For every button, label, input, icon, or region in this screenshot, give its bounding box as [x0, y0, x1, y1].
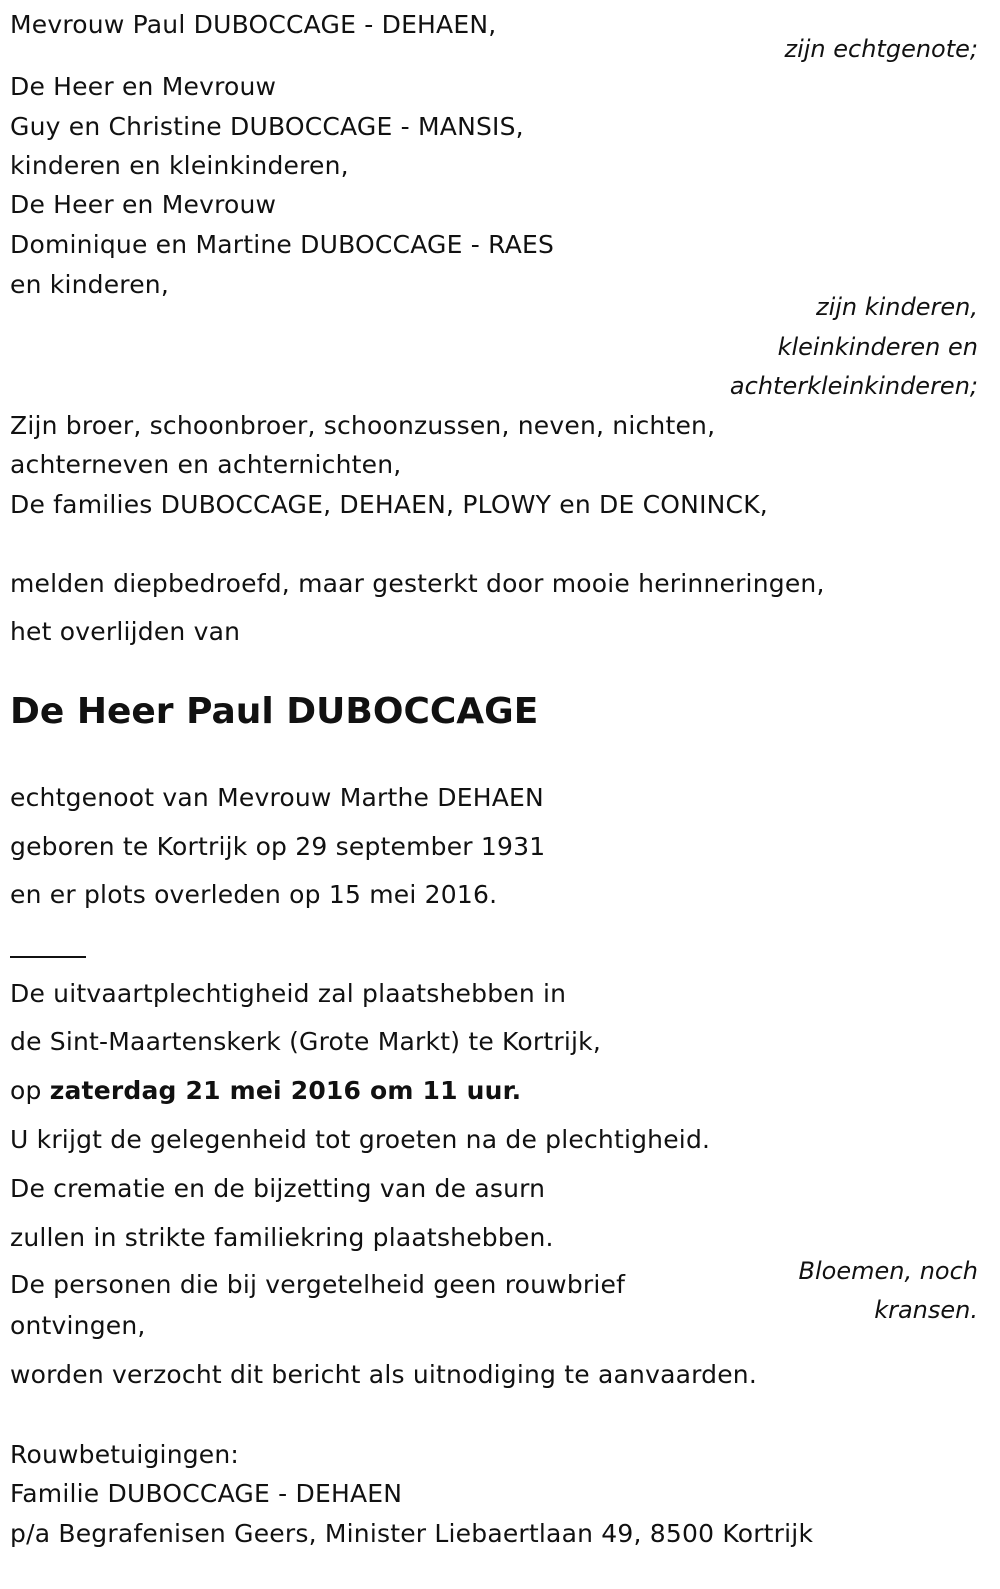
family-line: Dominique en Martine DUBOCCAGE - RAES: [10, 230, 555, 259]
deceased-born: geboren te Kortrijk op 29 september 1931: [10, 832, 546, 861]
funeral-date-line: [10, 1076, 521, 1106]
deceased-spouse: echtgenoot van Mevrouw Marthe DEHAEN: [10, 783, 544, 812]
relation-note: zijn kinderen,: [815, 293, 978, 321]
funeral-line: ontvingen,: [10, 1311, 146, 1340]
funeral-date-prefix: op: [10, 1076, 42, 1105]
flowers-note: kransen.: [874, 1296, 978, 1324]
family-line: De families DUBOCCAGE, DEHAEN, PLOWY en DE CONINCK,: [10, 490, 768, 519]
funeral-line: De personen die bij vergetelheid geen rouwbrief: [10, 1270, 626, 1299]
funeral-date: zaterdag 21 mei 2016 om 11 uur.: [49, 1076, 522, 1105]
deceased-died: en er plots overleden op 15 mei 2016.: [10, 880, 498, 909]
family-line: en kinderen,: [10, 270, 169, 299]
condolences-family: Familie DUBOCCAGE - DEHAEN: [10, 1479, 403, 1508]
funeral-line: U krijgt de gelegenheid tot groeten na de plechtigheid.: [10, 1125, 711, 1154]
funeral-line: zullen in strikte familiekring plaatshebben.: [10, 1223, 554, 1252]
family-line: achterneven en achternichten,: [10, 450, 402, 479]
relation-note: zijn echtgenote;: [784, 35, 978, 63]
section-divider: [10, 956, 86, 958]
condolences-address: p/a Begrafenisen Geers, Minister Liebaertlaan 49, 8500 Kortrijk: [10, 1519, 814, 1548]
family-line: Guy en Christine DUBOCCAGE - MANSIS,: [10, 112, 524, 141]
deceased-name-heading: De Heer Paul DUBOCCAGE: [10, 691, 539, 732]
family-line: De Heer en Mevrouw: [10, 190, 277, 219]
family-line: Zijn broer, schoonbroer, schoonzussen, neven, nichten,: [10, 411, 716, 440]
funeral-line: de Sint-Maartenskerk (Grote Markt) te Kortrijk,: [10, 1027, 601, 1056]
flowers-note: Bloemen, noch: [798, 1257, 978, 1285]
relation-note: achterkleinkinderen;: [729, 372, 978, 400]
funeral-line: De crematie en de bijzetting van de asurn: [10, 1174, 546, 1203]
funeral-line: worden verzocht dit bericht als uitnodiging te aanvaarden.: [10, 1360, 758, 1389]
family-line: kinderen en kleinkinderen,: [10, 151, 349, 180]
relation-note: kleinkinderen en: [777, 333, 978, 361]
announcement-line: het overlijden van: [10, 617, 241, 646]
family-line: De Heer en Mevrouw: [10, 72, 277, 101]
announcement-line: melden diepbedroefd, maar gesterkt door mooie herinneringen,: [10, 569, 825, 598]
condolences-label: Rouwbetuigingen:: [10, 1440, 240, 1469]
family-line: Mevrouw Paul DUBOCCAGE - DEHAEN,: [10, 10, 497, 39]
funeral-line: De uitvaartplechtigheid zal plaatshebben in: [10, 979, 567, 1008]
